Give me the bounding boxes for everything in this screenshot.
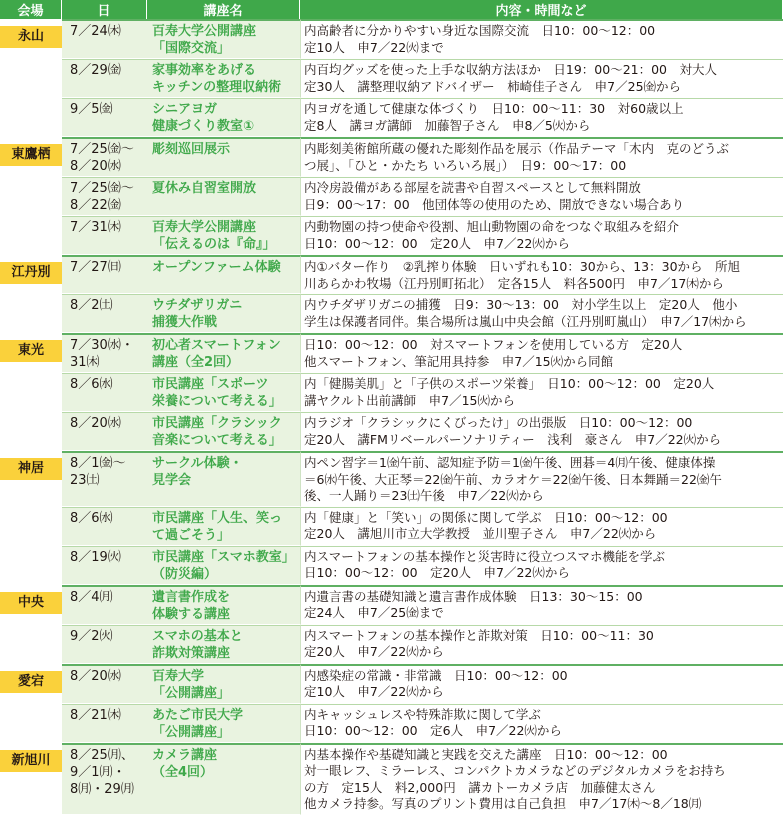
content-cell-line: 定24人 申7／25㈮まで [304, 605, 444, 620]
content-cell [300, 98, 783, 137]
venue-cell [0, 664, 62, 743]
title-cell-line: カメラ講座 [152, 747, 218, 763]
table-row [0, 743, 783, 815]
content-cell [300, 373, 783, 412]
content-cell [300, 19, 783, 59]
venue-cell [0, 743, 62, 815]
content-cell [300, 255, 783, 294]
header-venue: 会場 [0, 0, 62, 19]
content-cell-line: の方 定15人 料2,000円 講カトーカメラ店 加藤健太さん [304, 779, 656, 795]
venue-cell [0, 255, 62, 333]
table-row [0, 546, 783, 585]
date-cell [62, 373, 147, 412]
venue-cell [0, 333, 62, 451]
venue-label: 神居 [0, 458, 62, 480]
content-cell-line: 川あらかわ牧場（江丹別町拓北） 定各15人 料各500円 申7／17㈭から [304, 275, 724, 291]
content-cell-line: 定8人 講ヨガ講師 加藤智子さん 申8／5㈫から [304, 117, 591, 133]
table-row [0, 625, 783, 664]
venue-label: 東鷹栖 [0, 144, 62, 166]
table-row [0, 451, 783, 507]
content-cell-line: 日10：00～12：00 定20人 申7／22㈫から [304, 565, 570, 580]
date-cell [62, 451, 147, 507]
title-cell [147, 333, 300, 373]
title-cell-line: 市民講座「スポーツ [152, 377, 269, 392]
title-cell-line: て過ごそう」 [152, 527, 231, 543]
title-cell [147, 373, 300, 412]
date-cell [62, 412, 147, 451]
content-cell-line: 内動物園の持つ使命や役割、旭山動物園の命をつなぐ取組みを紹介 [304, 219, 680, 234]
content-cell-line: 内ラジオ「クラシックにくびったけ」の出張版 日10：00～12：00 [304, 415, 693, 430]
content-cell [300, 59, 783, 98]
title-cell-line: 市民講座「スマホ教室」 [152, 549, 295, 565]
date-cell-line: 8㈪・29㈪ [70, 781, 134, 797]
venue-label: 中央 [0, 592, 62, 614]
title-cell-line: 「伝えるのは『命』」 [152, 237, 276, 252]
table-row [0, 19, 783, 59]
date-cell-line: 7／30㈬・ [70, 338, 134, 353]
date-cell-line: 8／22㈮ [70, 198, 121, 213]
title-cell [147, 294, 300, 333]
content-cell [300, 585, 783, 625]
title-cell [147, 137, 300, 177]
content-cell-line: 定20人 申7／22㈫から [304, 644, 444, 659]
table-row [0, 98, 783, 137]
title-cell-line: 体験する講座 [152, 606, 231, 622]
table-row [0, 412, 783, 451]
date-cell [62, 98, 147, 137]
header-date: 日 [62, 0, 147, 19]
title-cell [147, 546, 300, 585]
date-cell-line: 7／31㈭ [70, 220, 121, 235]
title-cell [147, 216, 300, 255]
content-cell [300, 137, 783, 177]
venue-label: 新旭川 [0, 750, 62, 772]
title-cell-line: （全4回） [152, 764, 214, 780]
venue-label: 江丹別 [0, 262, 62, 284]
date-cell [62, 177, 147, 216]
content-cell-line: 日10：00～12：00 定20人 申7／22㈫から [304, 235, 570, 251]
title-cell [147, 625, 300, 664]
title-cell-line: 講座（全2回） [152, 355, 240, 370]
title-cell-line: 百寿大学 [152, 668, 205, 684]
table-row [0, 704, 783, 743]
title-cell-line: 彫刻巡回展示 [152, 142, 231, 157]
content-cell-line: 内スマートフォンの基本操作と災害時に役立つスマホ機能を学ぶ [304, 548, 666, 564]
content-cell [300, 412, 783, 451]
title-cell-line: シニアヨガ [152, 102, 218, 117]
date-cell-line: 23㈯ [70, 473, 100, 488]
title-cell-line: 健康づくり教室① [152, 119, 255, 134]
title-cell [147, 507, 300, 546]
title-cell-line: 初心者スマートフォン [152, 338, 281, 353]
date-cell-line: 8／6㈬ [70, 510, 113, 526]
date-cell-line: 8／20㈬ [70, 159, 121, 174]
content-cell-line: つ展」、「ひと・かたち いろいろ展」） 日9：00～17：00 [304, 157, 627, 173]
content-cell-line: 他カメラ持参。写真のプリント費用は自己負担 申7／17㈭～8／18㈪ [304, 796, 702, 811]
table-row [0, 664, 783, 704]
venue-cell [0, 585, 62, 664]
content-cell [300, 333, 783, 373]
venue-label: 永山 [0, 26, 62, 48]
title-cell-line: 「公開講座」 [152, 724, 231, 740]
date-cell [62, 333, 147, 373]
title-cell-line: サークル体験・ [152, 456, 243, 471]
date-cell [62, 585, 147, 625]
table-row [0, 333, 783, 373]
content-cell-line: 定30人 講整理収納アドバイザー 柿崎佳子さん 申7／25㈮から [304, 78, 682, 94]
date-cell-line: 8／20㈬ [70, 668, 121, 684]
content-cell-line: 内①バター作り ②乳搾り体験 日いずれも10：30から、13：30から 所旭 [304, 259, 741, 274]
table-row [0, 137, 783, 177]
date-cell [62, 19, 147, 59]
venue-cell [0, 19, 62, 137]
date-cell-line: 8／4㈪ [70, 589, 113, 605]
title-cell [147, 585, 300, 625]
date-cell [62, 216, 147, 255]
date-cell-line: 8／1㈮～ [70, 456, 126, 471]
date-cell-line: 7／25㈮～ [70, 142, 134, 157]
table-body [0, 19, 783, 815]
date-cell [62, 704, 147, 743]
content-cell-line: 内高齢者に分かりやすい身近な国際交流 日10：00～12：00 [304, 23, 656, 38]
content-cell-line: 内ウチダザリガニの捕獲 日9：30～13：00 対小学生以上 定20人 他小 [304, 297, 738, 312]
date-cell [62, 743, 147, 815]
table-row [0, 373, 783, 412]
content-cell [300, 704, 783, 743]
content-cell [300, 507, 783, 546]
content-cell-line: 定20人 講旭川市立大学教授 並川聖子さん 申7／22㈫から [304, 526, 657, 541]
title-cell [147, 704, 300, 743]
table-row [0, 507, 783, 546]
date-cell [62, 664, 147, 704]
content-cell-line: 講ヤクルト出前講師 申7／15㈫から [304, 392, 515, 408]
title-cell-line: 市民講座「人生、笑っ [152, 510, 283, 526]
title-cell-line: 遺言書作成を [152, 589, 231, 605]
title-cell-line: キッチンの整理収納術 [152, 80, 282, 95]
title-cell-line: 栄養について考える」 [152, 394, 282, 409]
table-row [0, 255, 783, 294]
date-cell [62, 625, 147, 664]
content-cell [300, 216, 783, 255]
date-cell-line: 8／21㈭ [70, 707, 121, 723]
date-cell [62, 255, 147, 294]
title-cell [147, 412, 300, 451]
content-cell-line: ＝6㈬午後、大正琴＝22㈮午前、カラオケ＝22㈮午後、日本舞踊＝22㈮午 [304, 471, 722, 487]
table-row [0, 59, 783, 98]
date-cell-line: 8／25㈪、 [70, 747, 134, 763]
venue-label: 愛宕 [0, 671, 62, 693]
date-cell-line: 31㈭ [70, 355, 100, 370]
date-cell-line: 8／6㈬ [70, 377, 113, 392]
content-cell-line: 内ペン習字＝1㈮午前、認知症予防＝1㈮午後、囲碁＝4㈪午後、健康体操 [304, 455, 716, 470]
date-cell [62, 137, 147, 177]
venue-label: 東光 [0, 340, 62, 362]
date-cell [62, 546, 147, 585]
date-cell-line: 7／25㈮～ [70, 181, 134, 196]
title-cell [147, 177, 300, 216]
title-cell-line: オープンファーム体験 [152, 260, 281, 275]
content-cell-line: 内「健康」と「笑い」の関係に関して学ぶ 日10：00～12：00 [304, 509, 668, 525]
title-cell-line: 捕獲大作戦 [152, 315, 218, 330]
date-cell [62, 507, 147, 546]
content-cell-line: 日10：00～12：00 対スマートフォンを使用している方 定20人 [304, 337, 683, 352]
title-cell [147, 19, 300, 59]
table-row [0, 585, 783, 625]
content-cell-line: 内基本操作や基礎知識と実践を交えた講座 日10：00～12：00 [304, 746, 668, 762]
content-cell-line: 内ヨガを通して健康な体づくり 日10：00～11：30 対60歳以上 [304, 101, 684, 116]
content-cell [300, 451, 783, 507]
venue-cell [0, 137, 62, 255]
content-cell [300, 664, 783, 704]
title-cell [147, 743, 300, 815]
content-cell-line: 内百均グッズを使った上手な収納方法ほか 日19：00～21：00 対大人 [304, 62, 717, 77]
content-cell [300, 743, 783, 815]
title-cell-line: 家事効率をあげる [152, 63, 257, 78]
content-cell-line: 日10：00～12：00 定6人 申7／22㈫から [304, 723, 562, 738]
title-cell [147, 451, 300, 507]
title-cell-line: 百寿大学公開講座 [152, 24, 257, 39]
date-cell [62, 294, 147, 333]
content-cell-line: 定10人 申7／22㈫まで [304, 39, 444, 55]
date-cell-line: 8／19㈫ [70, 549, 121, 565]
title-cell-line: 音楽について考える」 [152, 433, 282, 448]
date-cell-line: 7／24㈭ [70, 24, 121, 39]
date-cell [62, 59, 147, 98]
title-cell-line: 百寿大学公開講座 [152, 220, 257, 235]
content-cell-line: 他スマートフォン、筆記用具持参 申7／15㈫から同館 [304, 353, 614, 369]
title-cell-line: ウチダザリガニ [152, 298, 243, 313]
content-cell-line: 後、一人踊り＝23㈯午後 申7／22㈫から [304, 488, 544, 503]
content-cell-line: 内冷房設備がある部屋を読書や自習スペースとして無料開放 [304, 180, 641, 195]
date-cell-line: 9／5㈮ [70, 102, 113, 117]
content-cell-line: 学生は保護者同伴。集合場所は嵐山中央会館（江丹別町嵐山） 申7／17㈭から [304, 313, 747, 329]
content-cell-line: 対一眼レフ、ミラーレス、コンパクトカメラなどのデジタルカメラをお持ち [304, 763, 726, 778]
title-cell-line: 見学会 [152, 473, 192, 488]
title-cell-line: あたご市民大学 [152, 707, 244, 723]
content-cell-line: 内彫刻美術館所蔵の優れた彫刻作品を展示（作品テーマ「木内 克のどうぶ [304, 141, 730, 156]
title-cell-line: 市民講座「クラシック [152, 416, 282, 431]
title-cell-line: （防災編） [152, 566, 218, 582]
content-cell [300, 546, 783, 585]
header-title: 講座名 [147, 0, 300, 19]
title-cell-line: スマホの基本と [152, 628, 243, 644]
title-cell [147, 59, 300, 98]
header-content: 内容・時間など [300, 0, 783, 19]
title-cell [147, 664, 300, 704]
header-row [0, 0, 783, 19]
table-row [0, 216, 783, 255]
content-cell [300, 625, 783, 664]
date-cell-line: 8／29㈮ [70, 63, 121, 78]
table-row [0, 177, 783, 216]
content-cell-line: 内スマートフォンの基本操作と詐欺対策 日10：00～11：30 [304, 627, 654, 643]
date-cell-line: 9／2㈫ [70, 628, 113, 644]
date-cell-line: 7／27㈰ [70, 260, 121, 275]
title-cell [147, 255, 300, 294]
title-cell-line: 「公開講座」 [152, 685, 231, 701]
venue-cell [0, 451, 62, 585]
title-cell-line: 「国際交流」 [152, 41, 231, 56]
content-cell [300, 294, 783, 333]
title-cell [147, 98, 300, 137]
title-cell-line: 夏休み自習室開放 [152, 181, 257, 196]
date-cell-line: 8／20㈬ [70, 416, 121, 431]
content-cell [300, 177, 783, 216]
content-cell-line: 内遺言書の基礎知識と遺言書作成体験 日13：30～15：00 [304, 588, 643, 604]
content-cell-line: 定10人 申7／22㈫から [304, 684, 444, 699]
content-cell-line: 内キャッシュレスや特殊詐欺に関して学ぶ [304, 706, 541, 722]
title-cell-line: 詐欺対策講座 [152, 645, 231, 661]
content-cell-line: 日9：00～17：00 他団体等の使用のため、開放できない場合あり [304, 196, 685, 212]
date-cell-line: 8／2㈯ [70, 298, 113, 313]
content-cell-line: 内感染症の常識・非常識 日10：00～12：00 [304, 667, 568, 683]
content-cell-line: 定20人 講FMリベールパーソナリティー 浅利 豪さん 申7／22㈫から [304, 431, 722, 447]
content-cell-line: 内「健腸美肌」と「子供のスポーツ栄養」 日10：00～12：00 定20人 [304, 376, 715, 391]
table-row [0, 294, 783, 333]
date-cell-line: 9／1㈪・ [70, 764, 126, 780]
